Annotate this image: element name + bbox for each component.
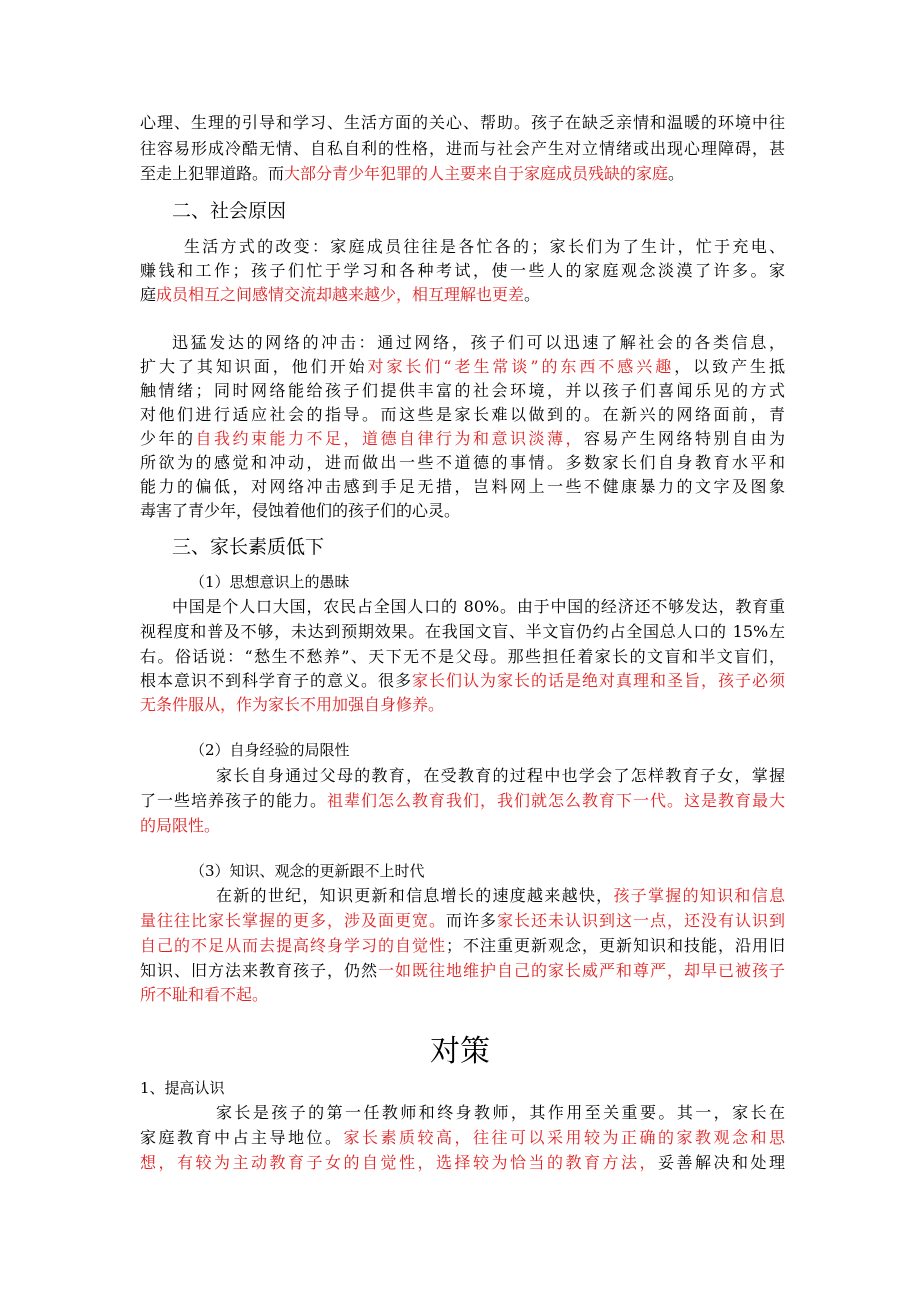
paragraph-line: 生活方式的改变：家庭成员往往是各忙各的；家长们为了生计，忙于充电、 (184, 237, 785, 256)
paragraph-line: 能力的偏低，对网络冲击感到手足无措，岂料网上一些不健康暴力的文字及图象 (140, 477, 785, 496)
paragraph-line: 视程度和普及不够，未达到预期效果。在我国文盲、半文盲仍约占全国总人口的 15%左 (140, 622, 785, 641)
subsection-heading: （1）思想意识上的愚昧 (190, 573, 350, 591)
paragraph-line: 心理、生理的引导和学习、生活方面的关心、帮助。孩子在缺乏亲情和温暖的环境中往 (140, 113, 785, 132)
highlighted-text: 量往往比家长掌握的更多，涉及面更宽。 (140, 911, 446, 930)
paragraph-line: 赚钱和工作；孩子们忙于学习和各种考试，使一些人的家庭观念淡漠了许多。家 (140, 261, 785, 280)
paragraph-line: 无条件服从，作为家长不用加强自身修养。 (140, 695, 445, 714)
paragraph-line: 知识、旧方法来教育孩子，仍然一如既往地维护自己的家长威严和尊严，却早已被孩子 (140, 961, 785, 980)
highlighted-text: 自我约束能力不足，道德自律行为和意识淡薄， (195, 429, 584, 448)
paragraph-line: 的局限性。 (140, 816, 221, 835)
paragraph-line: 对他们进行适应社会的指导。而这些是家长难以做到的。在新兴的网络面前，青 (140, 405, 785, 424)
subsection-heading: （2）自身经验的局限性 (190, 741, 350, 759)
highlighted-text: 家长素质较高，往往可以采用较为正确的家教观念和思 (343, 1128, 785, 1147)
paragraph-line: 自己的不足从而去提高终身学习的自觉性；不注重更新观念，更新知识和技能，沿用旧 (140, 936, 785, 955)
paragraph-line: 庭成员相互之间感情交流却越来越少，相互理解也更差。 (140, 285, 541, 304)
subsection-heading: （3）知识、观念的更新跟不上时代 (190, 862, 425, 880)
paragraph-line: 往容易形成冷酷无情、自私自利的性格，进而与社会产生对立情绪或出现心理障碍，甚 (140, 139, 785, 158)
highlighted-text: 一如既往地维护自己的家长威严和尊严，却早已被孩子 (378, 961, 785, 980)
paragraph-line: 在新的世纪，知识更新和信息增长的速度越来越快，孩子掌握的知识和信息 (216, 886, 785, 905)
highlighted-text: 对家长们“老生常谈”的东西不感兴趣 (367, 357, 675, 376)
paragraph-line: 扩大了其知识面，他们开始对家长们“老生常谈”的东西不感兴趣，以致产生抵 (140, 357, 785, 376)
paragraph-line: 想，有较为主动教育子女的自觉性，选择较为恰当的教育方法，妥善解决和处理 (140, 1153, 785, 1172)
section-heading: 三、家长素质低下 (172, 536, 325, 558)
highlighted-text: 家长还未认识到这一点，还没有认识到 (496, 911, 785, 930)
paragraph-line: 家庭教育中占主导地位。家长素质较高，往往可以采用较为正确的家教观念和思 (140, 1128, 785, 1147)
page-title: 对策 (430, 1034, 490, 1069)
paragraph-line: 中国是个人口大国，农民占全国人口的 80%。由于中国的经济还不够发达，教育重 (172, 597, 785, 616)
highlighted-text: 想，有较为主动教育子女的自觉性，选择较为恰当的教育方法， (140, 1153, 658, 1172)
subsection-heading: 1、提高认识 (140, 1079, 225, 1097)
paragraph-line: 至走上犯罪道路。而大部分青少年犯罪的人主要来自于家庭成员残缺的家庭。 (140, 164, 685, 183)
paragraph-line: 量往往比家长掌握的更多，涉及面更宽。而许多家长还未认识到这一点，还没有认识到 (140, 911, 785, 930)
paragraph-line: 右。俗话说：“愁生不愁养”、天下无不是父母。那些担任着家长的文盲和半文盲们， (140, 647, 785, 666)
paragraph-line: 触情绪；同时网络能给孩子们提供丰富的社会环境，并以孩子们喜闻乐见的方式 (140, 381, 785, 400)
highlighted-text: 大部分青少年犯罪的人主要来自于家庭成员残缺的家庭 (284, 164, 669, 183)
paragraph-line: 所欲为的感觉和冲动，进而做出一些不道德的事情。多数家长们自身教育水平和 (140, 453, 785, 472)
paragraph-line: 根本意识不到科学育子的意义。很多家长们认为家长的话是绝对真理和圣旨，孩子必须 (140, 671, 785, 690)
paragraph-line: 毒害了青少年，侵蚀着他们的孩子们的心灵。 (140, 501, 461, 520)
highlighted-text: 孩子掌握的知识和信息 (613, 886, 785, 905)
highlighted-text: 自己的不足从而去提高终身学习的自觉性 (140, 936, 446, 955)
paragraph-line: 了一些培养孩子的能力。祖辈们怎么教育我们，我们就怎么教育下一代。这是教育最大 (140, 791, 785, 810)
paragraph-line: 迅猛发达的网络的冲击：通过网络，孩子们可以迅速了解社会的各类信息， (172, 333, 785, 352)
highlighted-text: 家长们认为家长的话是绝对真理和圣旨，孩子必须 (412, 671, 785, 690)
paragraph-line: 少年的自我约束能力不足，道德自律行为和意识淡薄，容易产生网络特别自由为 (140, 429, 785, 448)
highlighted-text: 祖辈们怎么教育我们，我们就怎么教育下一代。这是教育最大 (327, 791, 785, 810)
paragraph-line: 所不耻和看不起。 (140, 985, 269, 1004)
paragraph-line: 家长自身通过父母的教育，在受教育的过程中也学会了怎样教育子女，掌握 (216, 766, 785, 785)
section-heading: 二、社会原因 (172, 200, 287, 222)
highlighted-text: 成员相互之间感情交流却越来越少，相互理解也更差 (156, 285, 525, 304)
paragraph-line: 家长是孩子的第一任教师和终身教师，其作用至关重要。其一，家长在 (216, 1103, 785, 1122)
